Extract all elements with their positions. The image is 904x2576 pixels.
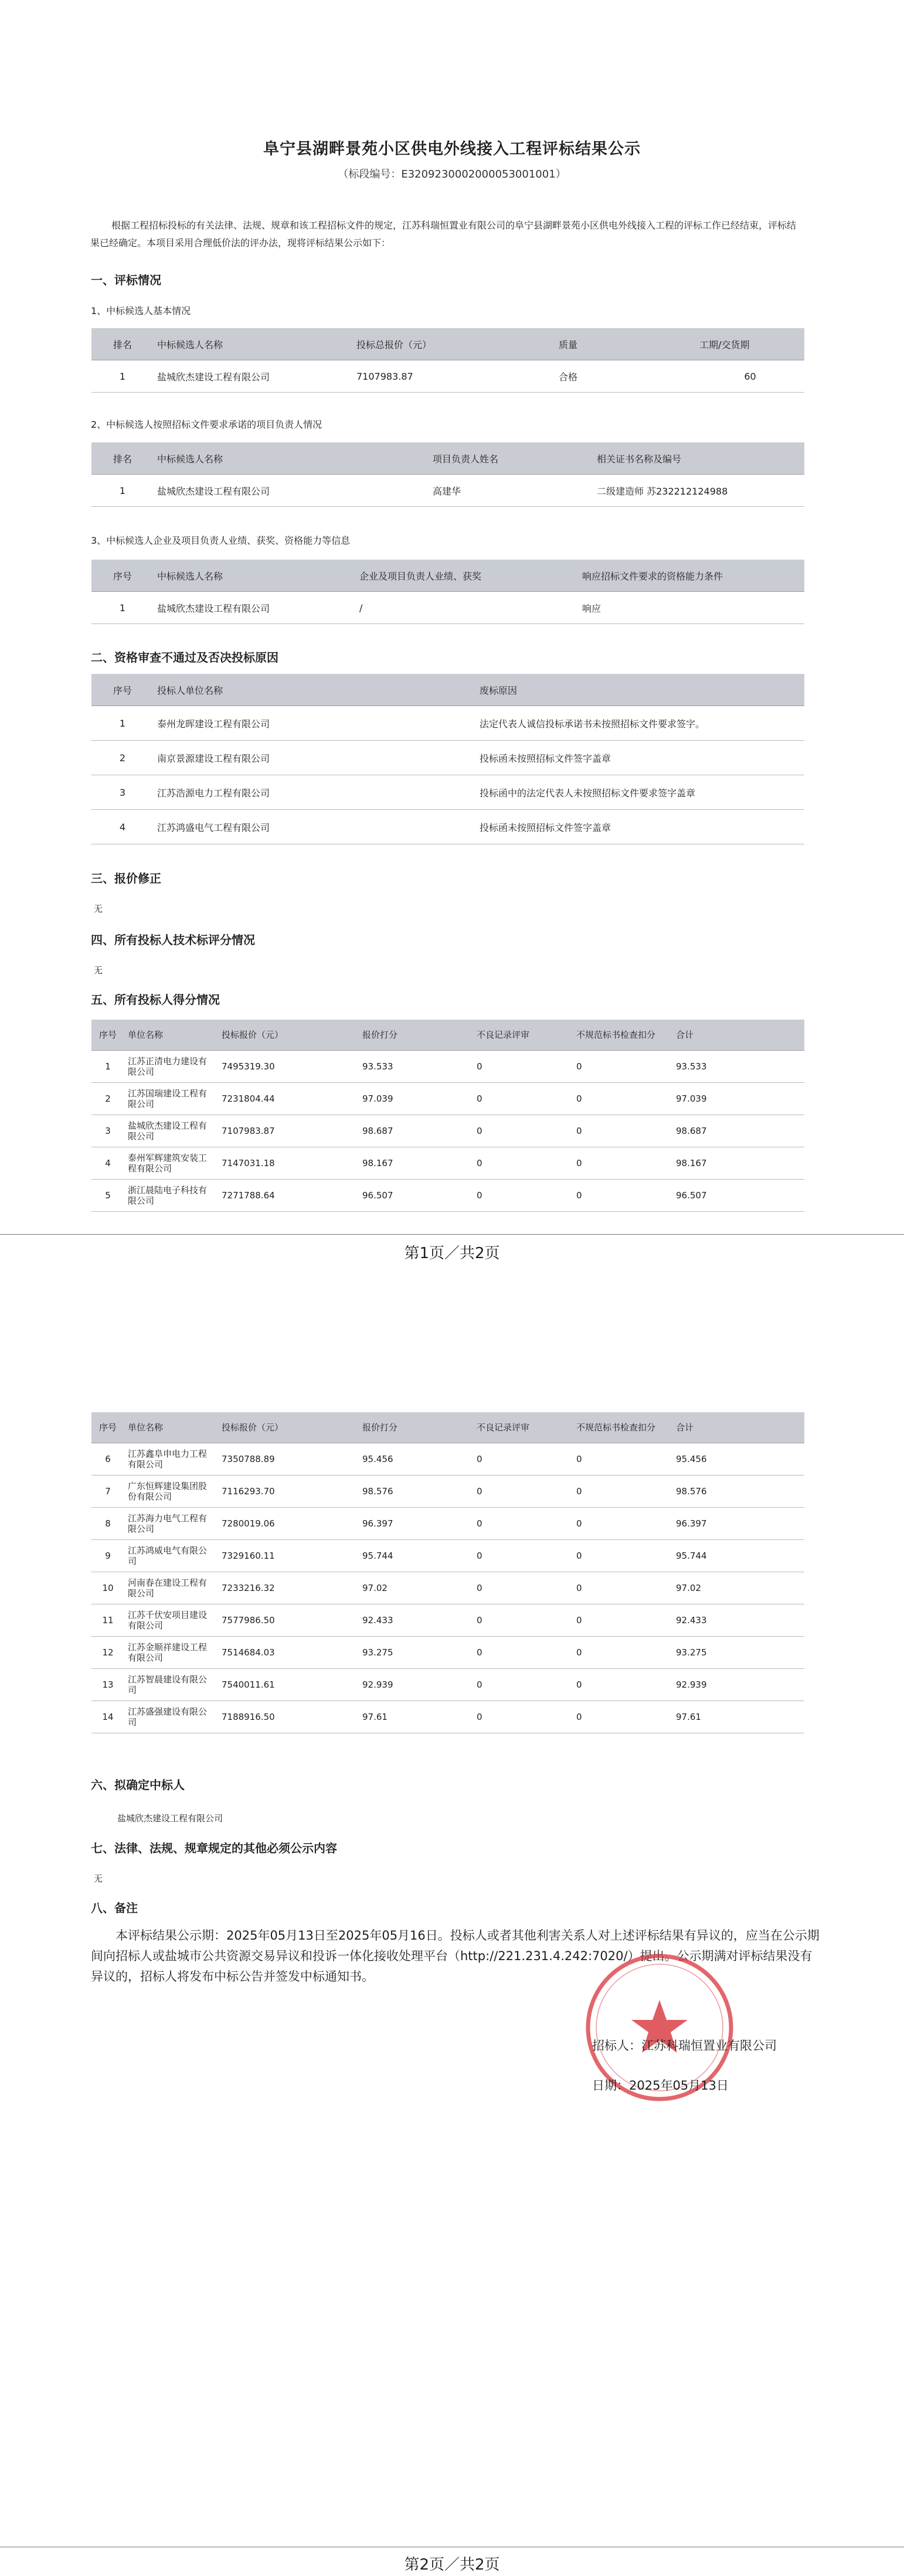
qualification-table bbox=[91, 560, 804, 624]
table-cell: 1 bbox=[91, 706, 154, 741]
table-cell: 盐城欣杰建设工程有限公司 bbox=[124, 1115, 218, 1147]
table-cell: 97.61 bbox=[359, 1701, 473, 1733]
table-row bbox=[91, 1540, 804, 1572]
table-cell: 江苏金顺祥建设工程有限公司 bbox=[124, 1637, 218, 1669]
table-cell: 0 bbox=[473, 1443, 573, 1476]
column-header: 投标总报价（元） bbox=[353, 328, 555, 360]
column-header: 中标候选人名称 bbox=[154, 560, 356, 592]
table-cell: 7116293.70 bbox=[218, 1476, 359, 1508]
table-cell: 1 bbox=[91, 475, 154, 507]
table-cell: 响应 bbox=[579, 592, 804, 624]
table-cell: 7271788.64 bbox=[218, 1180, 359, 1212]
table-cell: 0 bbox=[473, 1115, 573, 1147]
other-disclosures-content: 无 bbox=[94, 1873, 103, 1884]
candidate-basic-table bbox=[91, 328, 804, 393]
table-cell: 95.456 bbox=[359, 1443, 473, 1476]
table-cell: 7280019.06 bbox=[218, 1508, 359, 1540]
table-cell: 泰州龙晖建设工程有限公司 bbox=[154, 706, 476, 741]
table-cell: 7577986.50 bbox=[218, 1604, 359, 1637]
table-cell: 泰州军辉建筑安装工程有限公司 bbox=[124, 1147, 218, 1180]
column-header: 单位名称 bbox=[124, 1020, 218, 1051]
subheading-candidate-basic: 1、中标候选人基本情况 bbox=[91, 305, 191, 316]
section-number: （标段编号：E3209230002000053001001） bbox=[338, 168, 566, 180]
remarks-paragraph: 本评标结果公示期：2025年05月13日至2025年05月16日。投标人或者其他利害关系人对上述评标结果有异议的，应当在公示期间向招标人或盐城市公共资源交易异议和投诉一体化接收处理平台（http://221.231.4.242:7020/）提出。公示期满对评标结果没有异议的，招标人将发布中标公告并签发中标通知书。 bbox=[91, 1928, 820, 1984]
table-cell: 1 bbox=[91, 592, 154, 624]
table-cell: 97.039 bbox=[672, 1083, 804, 1115]
table-cell: 江苏智晨建设有限公司 bbox=[124, 1669, 218, 1701]
table-cell: 0 bbox=[573, 1572, 672, 1604]
table-row bbox=[91, 1637, 804, 1669]
table-header-row bbox=[91, 1412, 804, 1443]
table-cell: 0 bbox=[473, 1508, 573, 1540]
table-cell: 4 bbox=[91, 1147, 124, 1180]
table-row bbox=[91, 810, 804, 844]
table-row bbox=[91, 1701, 804, 1733]
table-cell: 高建华 bbox=[429, 475, 593, 507]
column-header: 项目负责人姓名 bbox=[429, 442, 593, 475]
table-row bbox=[91, 1083, 804, 1115]
signer: 招标人：江苏科瑞恒置业有限公司 bbox=[592, 2039, 777, 2053]
column-header: 合计 bbox=[672, 1020, 804, 1051]
heading-technical-score: 四、所有投标人技术标评分情况 bbox=[91, 933, 255, 947]
heading-evaluation: 一、评标情况 bbox=[91, 273, 161, 287]
table-cell: 0 bbox=[473, 1476, 573, 1508]
table-cell: 盐城欣杰建设工程有限公司 bbox=[154, 592, 356, 624]
table-cell: 河南春在建设工程有限公司 bbox=[124, 1572, 218, 1604]
table-cell: 7495319.30 bbox=[218, 1051, 359, 1083]
table-cell: 7188916.50 bbox=[218, 1701, 359, 1733]
table-cell: 60 bbox=[696, 360, 804, 393]
column-header: 企业及项目负责人业绩、获奖 bbox=[356, 560, 579, 592]
table-cell: 98.687 bbox=[359, 1115, 473, 1147]
column-header: 不规范标书检查扣分 bbox=[573, 1412, 672, 1443]
table-cell: 6 bbox=[91, 1443, 124, 1476]
table-row bbox=[91, 1051, 804, 1083]
column-header: 质量 bbox=[555, 328, 696, 360]
table-cell: 7233216.32 bbox=[218, 1572, 359, 1604]
table-cell: 93.533 bbox=[359, 1051, 473, 1083]
table-row bbox=[91, 1443, 804, 1476]
table-cell: 1 bbox=[91, 1051, 124, 1083]
table-cell: 0 bbox=[573, 1540, 672, 1572]
table-cell: 0 bbox=[573, 1115, 672, 1147]
table-row bbox=[91, 592, 804, 624]
scores-table-page-2 bbox=[91, 1412, 804, 1733]
column-header: 报价打分 bbox=[359, 1020, 473, 1051]
column-header: 中标候选人名称 bbox=[154, 328, 353, 360]
table-cell: 93.275 bbox=[672, 1637, 804, 1669]
column-header: 排名 bbox=[91, 328, 154, 360]
table-cell: 3 bbox=[91, 1115, 124, 1147]
table-cell: 浙江晨陆电子科技有限公司 bbox=[124, 1180, 218, 1212]
column-header: 序号 bbox=[91, 1020, 124, 1051]
table-cell: 0 bbox=[473, 1147, 573, 1180]
table-cell: 7350788.89 bbox=[218, 1443, 359, 1476]
table-cell: 12 bbox=[91, 1637, 124, 1669]
table-cell: 4 bbox=[91, 810, 154, 844]
table-row bbox=[91, 706, 804, 741]
column-header: 中标候选人名称 bbox=[154, 442, 429, 475]
table-cell: 0 bbox=[573, 1476, 672, 1508]
table-cell: 盐城欣杰建设工程有限公司 bbox=[154, 475, 429, 507]
column-header: 不良记录评审 bbox=[473, 1412, 573, 1443]
column-header: 投标报价（元） bbox=[218, 1412, 359, 1443]
table-cell: 96.397 bbox=[359, 1508, 473, 1540]
table-cell: 0 bbox=[473, 1701, 573, 1733]
technical-score-content: 无 bbox=[94, 965, 103, 976]
table-cell: 0 bbox=[573, 1637, 672, 1669]
table-cell: 2 bbox=[91, 1083, 124, 1115]
price-correction-content: 无 bbox=[94, 904, 103, 914]
table-cell: 5 bbox=[91, 1180, 124, 1212]
table-cell: 11 bbox=[91, 1604, 124, 1637]
project-manager-table bbox=[91, 442, 804, 507]
table-cell: 投标函未按照招标文件签字盖章 bbox=[476, 741, 804, 775]
column-header: 不良记录评审 bbox=[473, 1020, 573, 1051]
table-cell: 0 bbox=[573, 1180, 672, 1212]
table-cell: 南京景源建设工程有限公司 bbox=[154, 741, 476, 775]
table-cell: 7231804.44 bbox=[218, 1083, 359, 1115]
heading-disqualified: 二、资格审查不通过及否决投标原因 bbox=[91, 650, 278, 665]
table-row bbox=[91, 475, 804, 507]
table-cell: 7107983.87 bbox=[218, 1115, 359, 1147]
column-header: 不规范标书检查扣分 bbox=[573, 1020, 672, 1051]
disqualified-table bbox=[91, 674, 804, 844]
table-row bbox=[91, 1115, 804, 1147]
intro-paragraph: 根据工程招标投标的有关法律、法规、规章和该工程招标文件的规定，江苏科瑞恒置业有限公司的阜宁县湖畔景苑小区供电外线接入工程的评标工作已经结束，评标结果已经确定。本项目采用合理低价法的评办法，现将评标结果公示如下： bbox=[90, 220, 797, 248]
table-cell: 92.939 bbox=[359, 1669, 473, 1701]
table-cell: 98.167 bbox=[672, 1147, 804, 1180]
table-cell: 96.507 bbox=[359, 1180, 473, 1212]
table-header-row bbox=[91, 560, 804, 592]
table-cell: 江苏鸿威电气有限公司 bbox=[124, 1540, 218, 1572]
table-row bbox=[91, 1572, 804, 1604]
table-header-row bbox=[91, 1020, 804, 1051]
table-cell: 95.744 bbox=[359, 1540, 473, 1572]
column-header: 报价打分 bbox=[359, 1412, 473, 1443]
table-cell: 0 bbox=[473, 1604, 573, 1637]
page-gap bbox=[0, 1266, 904, 1324]
table-cell: 广东恒辉建设集团股份有限公司 bbox=[124, 1476, 218, 1508]
table-row bbox=[91, 1180, 804, 1212]
table-cell: 0 bbox=[573, 1147, 672, 1180]
table-cell: 7107983.87 bbox=[353, 360, 555, 393]
table-header-row bbox=[91, 328, 804, 360]
column-header: 排名 bbox=[91, 442, 154, 475]
table-cell: 1 bbox=[91, 360, 154, 393]
table-row bbox=[91, 1476, 804, 1508]
table-cell: 92.939 bbox=[672, 1669, 804, 1701]
table-cell: 0 bbox=[573, 1083, 672, 1115]
table-cell: 江苏千伏安项目建设有限公司 bbox=[124, 1604, 218, 1637]
table-cell: 98.167 bbox=[359, 1147, 473, 1180]
table-cell: 97.02 bbox=[359, 1572, 473, 1604]
table-cell: 0 bbox=[573, 1443, 672, 1476]
table-cell: 2 bbox=[91, 741, 154, 775]
table-cell: 92.433 bbox=[672, 1604, 804, 1637]
table-row bbox=[91, 1604, 804, 1637]
table-cell: 98.687 bbox=[672, 1115, 804, 1147]
signed-date: 日期：2025年05月13日 bbox=[592, 2078, 729, 2093]
table-header-row bbox=[91, 674, 804, 706]
table-cell: 二级建造师 苏232212124988 bbox=[593, 475, 804, 507]
table-cell: 93.533 bbox=[672, 1051, 804, 1083]
column-header: 序号 bbox=[91, 560, 154, 592]
table-cell: 8 bbox=[91, 1508, 124, 1540]
table-cell: 0 bbox=[473, 1669, 573, 1701]
table-header-row bbox=[91, 442, 804, 475]
scores-table-page-1 bbox=[91, 1020, 804, 1212]
heading-price-correction: 三、报价修正 bbox=[91, 871, 161, 885]
table-cell: 98.576 bbox=[672, 1476, 804, 1508]
table-cell: 0 bbox=[473, 1637, 573, 1669]
table-cell: 14 bbox=[91, 1701, 124, 1733]
subheading-qualification: 3、中标候选人企业及项目负责人业绩、获奖、资格能力等信息 bbox=[91, 535, 351, 546]
winning-bidder-name: 盐城欣杰建设工程有限公司 bbox=[117, 1813, 223, 1824]
table-cell: 0 bbox=[473, 1083, 573, 1115]
table-cell: 投标函中的法定代表人未按照招标文件要求签字盖章 bbox=[476, 775, 804, 810]
column-header: 废标原因 bbox=[476, 674, 804, 706]
heading-remarks: 八、备注 bbox=[91, 1901, 138, 1915]
table-row bbox=[91, 1147, 804, 1180]
table-row bbox=[91, 1508, 804, 1540]
table-cell: 7329160.11 bbox=[218, 1540, 359, 1572]
column-header: 序号 bbox=[91, 674, 154, 706]
table-cell: 江苏国瑞建设工程有限公司 bbox=[124, 1083, 218, 1115]
table-cell: 9 bbox=[91, 1540, 124, 1572]
table-cell: 0 bbox=[573, 1051, 672, 1083]
table-cell: 0 bbox=[473, 1180, 573, 1212]
table-cell: 98.576 bbox=[359, 1476, 473, 1508]
table-cell: 96.507 bbox=[672, 1180, 804, 1212]
table-cell: 10 bbox=[91, 1572, 124, 1604]
table-cell: 97.039 bbox=[359, 1083, 473, 1115]
column-header: 单位名称 bbox=[124, 1412, 218, 1443]
table-cell: 江苏海力电气工程有限公司 bbox=[124, 1508, 218, 1540]
column-header: 合计 bbox=[672, 1412, 804, 1443]
page-divider bbox=[0, 1234, 904, 1235]
page-number-1: 第1页／共2页 bbox=[404, 1245, 500, 1262]
heading-all-scores: 五、所有投标人得分情况 bbox=[91, 993, 220, 1007]
table-cell: 江苏鑫阜申电力工程有限公司 bbox=[124, 1443, 218, 1476]
table-cell: 96.397 bbox=[672, 1508, 804, 1540]
table-cell: 江苏浩源电力工程有限公司 bbox=[154, 775, 476, 810]
table-cell: 95.456 bbox=[672, 1443, 804, 1476]
heading-winning-bidder: 六、拟确定中标人 bbox=[91, 1778, 185, 1792]
table-cell: 0 bbox=[573, 1701, 672, 1733]
table-cell: 7514684.03 bbox=[218, 1637, 359, 1669]
page-number-2: 第2页／共2页 bbox=[404, 2556, 500, 2574]
table-cell: 法定代表人诚信投标承诺书未按照招标文件要求签字。 bbox=[476, 706, 804, 741]
column-header: 投标报价（元） bbox=[218, 1020, 359, 1051]
table-cell: 7147031.18 bbox=[218, 1147, 359, 1180]
table-cell: 0 bbox=[473, 1540, 573, 1572]
table-cell: 13 bbox=[91, 1669, 124, 1701]
subheading-project-manager: 2、中标候选人按照招标文件要求承诺的项目负责人情况 bbox=[91, 419, 322, 430]
table-cell: 97.61 bbox=[672, 1701, 804, 1733]
table-cell: 7 bbox=[91, 1476, 124, 1508]
table-cell: 95.744 bbox=[672, 1540, 804, 1572]
table-cell: 0 bbox=[573, 1604, 672, 1637]
table-cell: 92.433 bbox=[359, 1604, 473, 1637]
table-cell: 0 bbox=[473, 1572, 573, 1604]
column-header: 序号 bbox=[91, 1412, 124, 1443]
table-cell: 0 bbox=[573, 1669, 672, 1701]
table-cell: 3 bbox=[91, 775, 154, 810]
table-cell: 盐城欣杰建设工程有限公司 bbox=[154, 360, 353, 393]
table-row bbox=[91, 1669, 804, 1701]
table-cell: 投标函未按照招标文件签字盖章 bbox=[476, 810, 804, 844]
table-cell: 江苏正清电力建设有限公司 bbox=[124, 1051, 218, 1083]
column-header: 工期/交货期 bbox=[696, 328, 804, 360]
column-header: 投标人单位名称 bbox=[154, 674, 476, 706]
table-cell: 0 bbox=[573, 1508, 672, 1540]
table-cell: 江苏盛强建设有限公司 bbox=[124, 1701, 218, 1733]
document-title: 阜宁县湖畔景苑小区供电外线接入工程评标结果公示 bbox=[263, 140, 641, 158]
table-cell: 江苏鸿盛电气工程有限公司 bbox=[154, 810, 476, 844]
heading-other-disclosures: 七、法律、法规、规章规定的其他必须公示内容 bbox=[91, 1841, 337, 1855]
table-row bbox=[91, 775, 804, 810]
table-cell: 合格 bbox=[555, 360, 696, 393]
table-cell: 97.02 bbox=[672, 1572, 804, 1604]
column-header: 响应招标文件要求的资格能力条件 bbox=[579, 560, 804, 592]
table-cell: 0 bbox=[473, 1051, 573, 1083]
table-cell: 93.275 bbox=[359, 1637, 473, 1669]
table-cell: 7540011.61 bbox=[218, 1669, 359, 1701]
table-row bbox=[91, 360, 804, 393]
column-header: 相关证书名称及编号 bbox=[593, 442, 804, 475]
table-cell: / bbox=[356, 592, 579, 624]
table-row bbox=[91, 741, 804, 775]
